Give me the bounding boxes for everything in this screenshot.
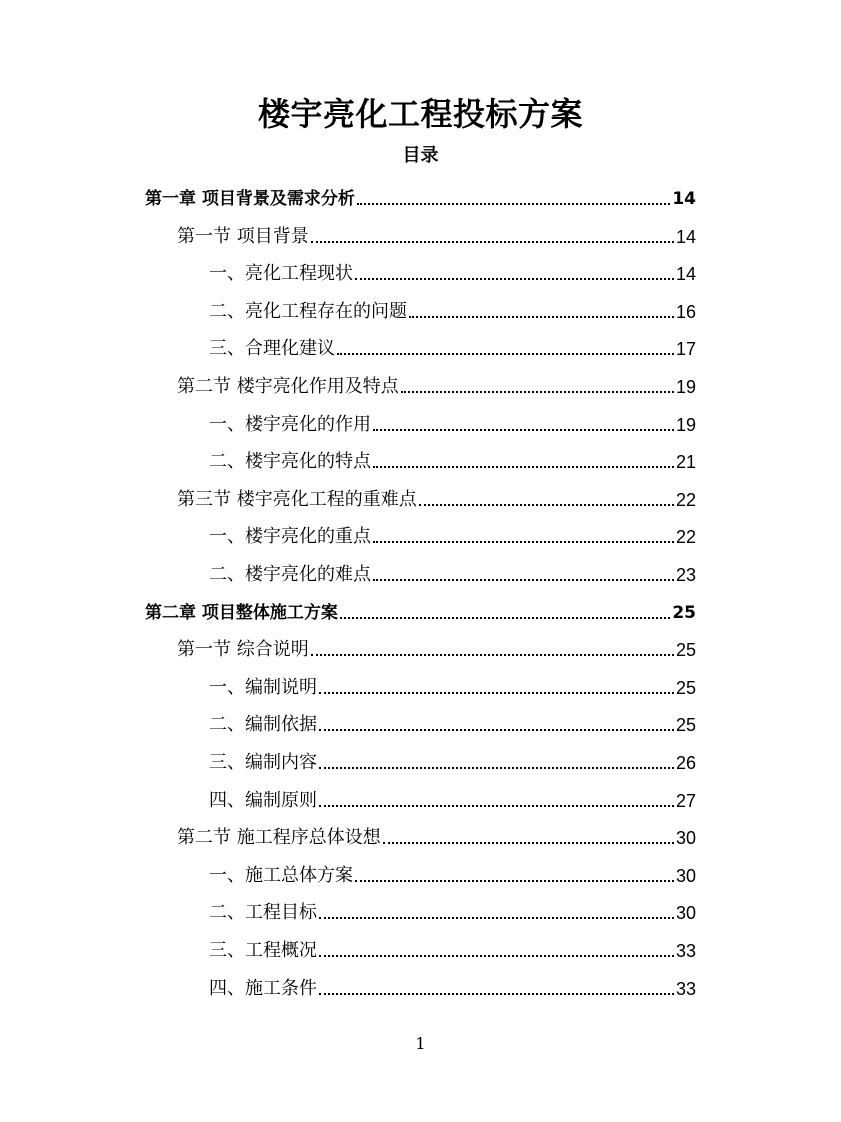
toc-entry[interactable]: [209, 669, 696, 699]
toc-entry[interactable]: [177, 368, 696, 398]
toc-entry[interactable]: [209, 406, 696, 436]
toc-leader-dots: [401, 391, 674, 393]
page-number: 1: [415, 1034, 426, 1053]
toc-leader-dots: [355, 278, 674, 280]
toc-leader-dots: [319, 917, 674, 919]
toc-entry[interactable]: [209, 255, 696, 285]
toc-entry-page-number: 23: [675, 565, 696, 585]
toc-leader-dots: [340, 617, 670, 619]
toc-entry-page-number: 25: [675, 640, 696, 661]
toc-entry-label: 四、施工条件: [209, 977, 317, 999]
toc-entry[interactable]: [209, 894, 696, 924]
toc-entry-page-number: 14: [675, 264, 696, 285]
toc-entry-label: 二、工程目标: [209, 902, 317, 924]
toc-entry-page-number: 25: [675, 715, 696, 736]
toc-entry-label: 一、施工总体方案: [209, 864, 353, 886]
toc-entry-label: 一、亮化工程现状: [209, 263, 353, 285]
toc-entry-label: 第三节 楼宇亮化工程的重难点: [177, 488, 417, 510]
toc-entry[interactable]: [209, 744, 696, 774]
toc-leader-dots: [319, 955, 674, 957]
toc-entry-page-number: 30: [675, 903, 696, 924]
toc-entry[interactable]: [209, 293, 696, 323]
toc-leader-dots: [355, 880, 674, 882]
toc-entry[interactable]: [145, 594, 696, 624]
toc-entry-label: 三、工程概况: [209, 940, 317, 961]
toc-entry[interactable]: [209, 782, 696, 812]
toc-leader-dots: [319, 729, 674, 731]
toc-leader-dots: [337, 353, 674, 355]
toc-leader-dots: [311, 654, 674, 656]
toc-heading: 目录: [402, 145, 439, 166]
toc-leader-dots: [319, 805, 674, 807]
toc-entry-page-number: 19: [675, 414, 696, 435]
toc-entry-label: 四、编制原则: [209, 789, 317, 811]
toc-entry[interactable]: [145, 180, 696, 210]
toc-entry-page-number: 16: [675, 301, 696, 322]
toc-entry-label: 第一节 综合说明: [177, 639, 309, 661]
toc-entry-label: 第二节 施工程序总体设想: [177, 827, 381, 849]
toc-entry[interactable]: [209, 857, 696, 887]
toc-leader-dots: [373, 579, 674, 581]
toc-entry-page-number: 30: [675, 865, 696, 886]
toc-entry[interactable]: [209, 518, 696, 548]
toc-entry-page-number: 27: [675, 790, 696, 811]
toc-leader-dots: [373, 466, 674, 468]
toc-entry-label: 一、楼宇亮化的作用: [209, 413, 371, 435]
toc-entry[interactable]: [209, 970, 696, 1000]
toc-entry[interactable]: [209, 706, 696, 736]
toc-entry-label: 二、亮化工程存在的问题: [209, 300, 407, 322]
toc-leader-dots: [319, 767, 674, 769]
toc-entry-page-number: 19: [675, 377, 696, 397]
toc-leader-dots: [373, 429, 674, 431]
toc-leader-dots: [319, 993, 674, 995]
toc-entry-label: 三、合理化建议: [209, 338, 335, 360]
toc-entry-page-number: 21: [675, 452, 696, 473]
toc-leader-dots: [357, 203, 670, 205]
toc-entry-label: 三、编制内容: [209, 752, 317, 773]
toc-leader-dots: [419, 504, 674, 506]
toc-entry-page-number: 33: [675, 941, 696, 961]
toc-entry[interactable]: [177, 481, 696, 511]
toc-entry-page-number: 14: [672, 189, 696, 209]
toc-entry[interactable]: [177, 819, 696, 849]
toc-entry-page-number: 17: [675, 339, 696, 360]
toc-leader-dots: [383, 842, 674, 844]
toc-entry-label: 一、楼宇亮化的重点: [209, 526, 371, 548]
toc-leader-dots: [409, 316, 674, 318]
toc-entry-label: 一、编制说明: [209, 676, 317, 698]
toc-entry[interactable]: [209, 556, 696, 586]
toc-leader-dots: [373, 541, 674, 543]
toc-entry[interactable]: [177, 218, 696, 248]
toc-entry-label: 二、编制依据: [209, 714, 317, 736]
toc-entry-page-number: 22: [675, 489, 696, 510]
toc-entry-page-number: 33: [675, 978, 696, 999]
toc-entry-page-number: 26: [675, 753, 696, 773]
toc-entry-label: 二、楼宇亮化的特点: [209, 451, 371, 473]
toc-entry-page-number: 25: [675, 677, 696, 698]
toc-entry-page-number: 30: [675, 828, 696, 849]
document-title: 楼宇亮化工程投标方案: [257, 95, 583, 133]
toc-entry[interactable]: [177, 631, 696, 661]
toc-entry-page-number: 14: [675, 226, 696, 247]
toc-entry-label: 二、楼宇亮化的难点: [209, 564, 371, 585]
toc-entry[interactable]: [209, 330, 696, 360]
toc-entry-label: 第二节 楼宇亮化作用及特点: [177, 376, 399, 397]
toc-entry-page-number: 25: [672, 602, 696, 623]
toc-entry-label: 第一节 项目背景: [177, 225, 309, 247]
toc-leader-dots: [311, 241, 674, 243]
toc-entry[interactable]: [209, 932, 696, 962]
toc-entry-page-number: 22: [675, 527, 696, 548]
toc-entry-label: 第一章 项目背景及需求分析: [145, 189, 355, 209]
toc-leader-dots: [319, 692, 674, 694]
toc-entry[interactable]: [209, 443, 696, 473]
toc-entry-label: 第二章 项目整体施工方案: [145, 602, 338, 623]
